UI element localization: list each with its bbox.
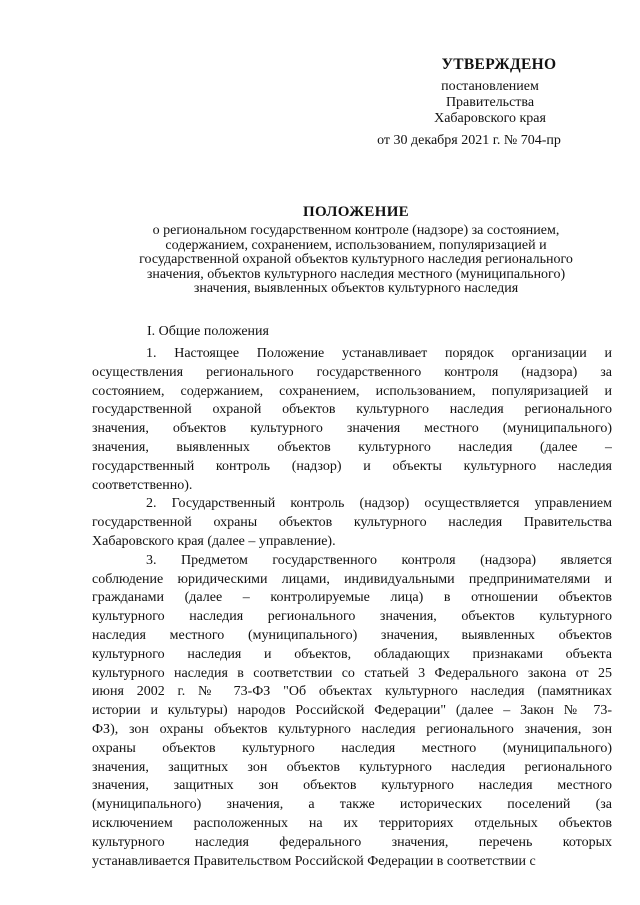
paragraph-2 xyxy=(92,495,612,551)
paragraph-line: государственный контроль (надзор) и объекты культурного наследия xyxy=(92,458,612,474)
paragraph-line: культурного наследия регионального значения, объектов культурного xyxy=(92,609,612,625)
paragraph-line: состоянием, содержанием, сохранением, использованием, популяризацией и xyxy=(92,383,612,399)
paragraph-1 xyxy=(92,345,612,495)
document-subtitle-line: о региональном государственном контроле (надзоре) за состоянием, xyxy=(152,223,560,239)
paragraph-line: значения, выявленных объектов культурного наследия (далее – xyxy=(92,439,612,455)
document-title: ПОЛОЖЕНИЕ xyxy=(303,204,409,220)
paragraph-line: исключением расположенных на их территориях отдельных объектов xyxy=(92,815,612,831)
paragraph-line: осуществления регионального государственного контроля (надзора) за xyxy=(92,364,612,380)
paragraph-line: культурного наследия в соответствии со статьей 3 Федерального закона от 25 xyxy=(92,665,612,681)
paragraph-line: гражданами (далее – контролируемые лица) в отношении объектов xyxy=(92,590,612,606)
paragraph-line: устанавливается Правительством Российской Федерации в соответствии с xyxy=(92,853,536,869)
approval-line-1: постановлением xyxy=(441,79,539,94)
document-body xyxy=(92,345,612,871)
document-subtitle-line: значения, объектов культурного наследия местного (муниципального) xyxy=(146,266,566,282)
approval-line-3: Хабаровского края xyxy=(434,111,546,126)
paragraph-line: соответственно). xyxy=(92,477,193,493)
section-heading: I. Общие положения xyxy=(147,324,269,339)
paragraph-line: государственной охраны объектов культурного наследия Правительства xyxy=(92,515,612,531)
paragraph-3 xyxy=(92,552,612,872)
paragraph-line: соблюдение юридическими лицами, индивидуальными предпринимателями и xyxy=(92,571,612,587)
paragraph-line: охраны объектов культурного наследия местного (муниципального) xyxy=(92,740,612,756)
paragraph-line: значения, защитных зон объектов культурного наследия регионального xyxy=(92,759,612,775)
document-title-block xyxy=(92,205,620,296)
paragraph-line: 3. Предметом государственного контроля (надзора) является xyxy=(146,552,612,568)
approval-stamp-block xyxy=(370,57,610,149)
paragraph-line: Хабаровского края (далее – управление). xyxy=(92,533,336,549)
paragraph-line: июня 2002 г. № 73-ФЗ "Об объектах культурного наследия (памятниках xyxy=(92,684,612,700)
paragraph-line: культурного наследия федерального значения, перечень которых xyxy=(92,834,612,850)
document-subtitle-line: государственной охраной объектов культурного наследия регионального xyxy=(139,252,573,268)
paragraph-line: 1. Настоящее Положение устанавливает порядок организации и xyxy=(146,346,612,361)
paragraph-line: истории и культуры) народов Российской Федерации" (далее – Закон № 73- xyxy=(92,703,612,719)
paragraph-line: культурного наследия и объектов, обладающих признаками объекта xyxy=(92,646,612,662)
paragraph-line: значения, объектов культурного значения местного (муниципального) xyxy=(92,421,612,437)
approval-line-2: Правительства xyxy=(445,95,535,110)
document-subtitle-line: содержанием, сохранением, использованием, популяризацией и xyxy=(165,237,547,253)
paragraph-line: государственной охраной объектов культурного наследия регионального xyxy=(92,402,612,418)
approved-label: УТВЕРЖДЕНО xyxy=(441,56,557,73)
approval-order-number: от 30 декабря 2021 г. № 704-пр xyxy=(377,133,561,148)
paragraph-line: ФЗ), зон охраны объектов культурного наследия регионального значения, зон xyxy=(92,721,612,737)
paragraph-line: наследия местного (муниципального) значения, выявленных объектов xyxy=(92,627,612,643)
paragraph-line: (муниципального) значения, а также исторических поселений (за xyxy=(92,797,612,813)
paragraph-line: 2. Государственный контроль (надзор) осуществляется управлением xyxy=(146,496,612,512)
document-subtitle-line: значения, выявленных объектов культурного наследия xyxy=(193,281,519,297)
paragraph-line: значения, защитных зон объектов культурного наследия местного xyxy=(92,778,612,794)
